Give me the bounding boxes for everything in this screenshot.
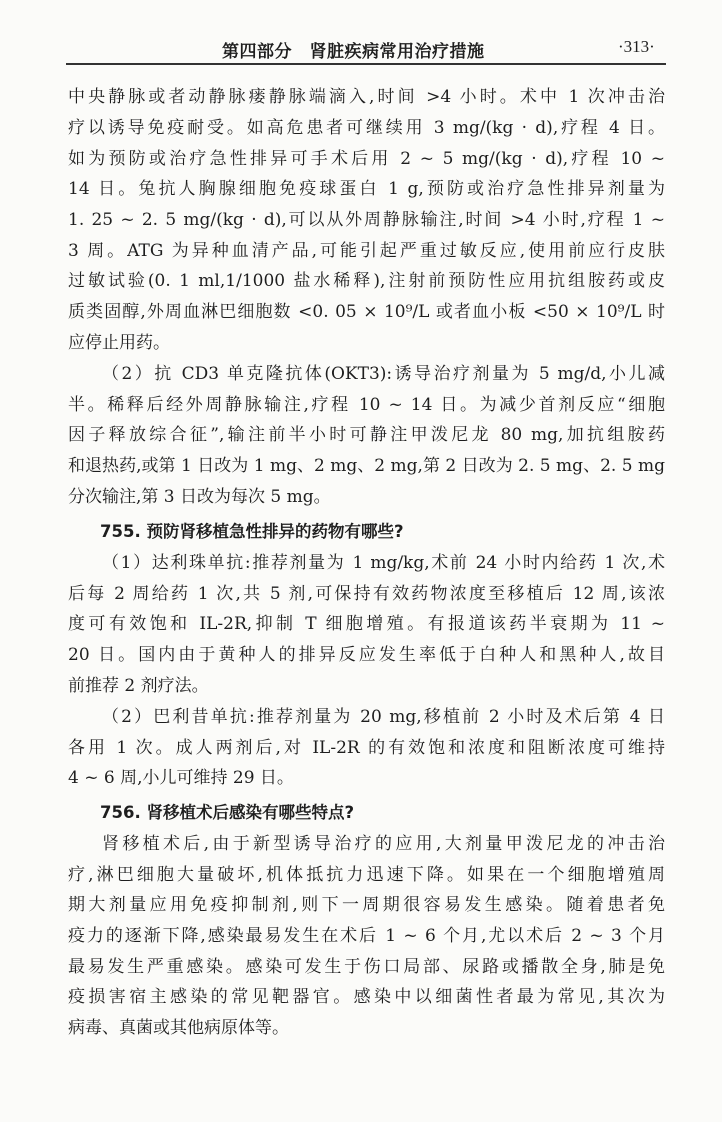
text-line: 各用 1 次。成人两剂后,对 IL-2R 的有效饱和浓度和阻断浓度可维持 (68, 738, 665, 758)
text-line: 中央静脉或者动静脉瘘静脉端滴入,时间 >4 小时。术中 1 次冲击治 (68, 87, 665, 107)
question-heading-756: 756. 肾移植术后感染有哪些特点? (100, 803, 355, 822)
text-line: 分次输注,第 3 日改为每次 5 mg。 (68, 487, 331, 507)
text-line: 肾移植术后,由于新型诱导治疗的应用,大剂量甲泼尼龙的冲击治 (102, 834, 665, 854)
text-line: 最易发生严重感染。感染可发生于伤口局部、尿路或播散全身,肺是免 (68, 957, 665, 977)
text-line: 前推荐 2 剂疗法。 (68, 676, 209, 696)
text-line: 疗,淋巴细胞大量破坏,机体抵抗力迅速下降。如果在一个细胞增殖周 (68, 865, 665, 885)
text-line: 应停止用药。 (68, 333, 170, 353)
text-line: 后每 2 周给药 1 次,共 5 剂,可保持有效药物浓度至移植后 12 周,该浓 (68, 584, 665, 604)
section-title: 第四部分 肾脏疾病常用治疗措施 (222, 42, 485, 62)
text-line: （2）巴利昔单抗:推荐剂量为 20 mg,移植前 2 小时及术后第 4 日 (102, 707, 665, 727)
text-line: 14 日。兔抗人胸腺细胞免疫球蛋白 1 g,预防或治疗急性排异剂量为 (68, 179, 665, 199)
text-line: 疫损害宿主感染的常见靶器官。感染中以细菌性者最为常见,其次为 (68, 987, 665, 1007)
text-line: 病毒、真菌或其他病原体等。 (68, 1018, 289, 1038)
page-number: ·313· (618, 37, 655, 56)
text-line: 如为预防或治疗急性排异可手术后用 2 ~ 5 mg/(kg · d),疗程 10 ~ (68, 149, 665, 169)
text-line: 过敏试验(0. 1 ml,1/1000 盐水稀释),注射前预防性应用抗组胺药或皮 (68, 271, 665, 291)
question-heading-755: 755. 预防肾移植急性排异的药物有哪些? (100, 522, 404, 541)
text-line: （2）抗 CD3 单克隆抗体(OKT3):诱导治疗剂量为 5 mg/d,小儿减 (102, 364, 665, 384)
text-line: 1. 25 ~ 2. 5 mg/(kg · d),可以从外周静脉输注,时间 >4 小时,疗程 1 ~ (68, 210, 665, 230)
text-line: （1）达利珠单抗:推荐剂量为 1 mg/kg,术前 24 小时内给药 1 次,术 (102, 553, 665, 573)
text-line: 因子释放综合征”,输注前半小时可静注甲泼尼龙 80 mg,加抗组胺药 (68, 425, 665, 445)
text-line: 4 ~ 6 周,小儿可维持 29 日。 (68, 768, 294, 788)
text-line: 期大剂量应用免疫抑制剂,则下一周期很容易发生感染。随着患者免 (68, 895, 665, 915)
text-line: 疫力的逐渐下降,感染最易发生在术后 1 ~ 6 个月,尤以术后 2 ~ 3 个月 (68, 926, 665, 946)
text-line: 疗以诱导免疫耐受。如高危患者可继续用 3 mg/(kg · d),疗程 4 日。 (68, 118, 665, 138)
text-line: 质类固醇,外周血淋巴细胞数 <0. 05 × 10⁹/L 或者血小板 <50 × 10⁹/L 时 (68, 302, 665, 322)
text-line: 3 周。ATG 为异种血清产品,可能引起严重过敏反应,使用前应行皮肤 (68, 241, 665, 261)
text-line: 20 日。国内由于黄种人的排异反应发生率低于白种人和黑种人,故目 (68, 645, 665, 665)
text-line: 半。稀释后经外周静脉输注,疗程 10 ~ 14 日。为减少首剂反应“细胞 (68, 395, 665, 415)
header-rule (66, 63, 666, 65)
text-line: 和退热药,或第 1 日改为 1 mg、2 mg、2 mg,第 2 日改为 2. 5 mg、2. 5 mg (68, 456, 665, 476)
text-line: 度可有效饱和 IL-2R,抑制 T 细胞增殖。有报道该药半衰期为 11 ~ (68, 614, 665, 634)
